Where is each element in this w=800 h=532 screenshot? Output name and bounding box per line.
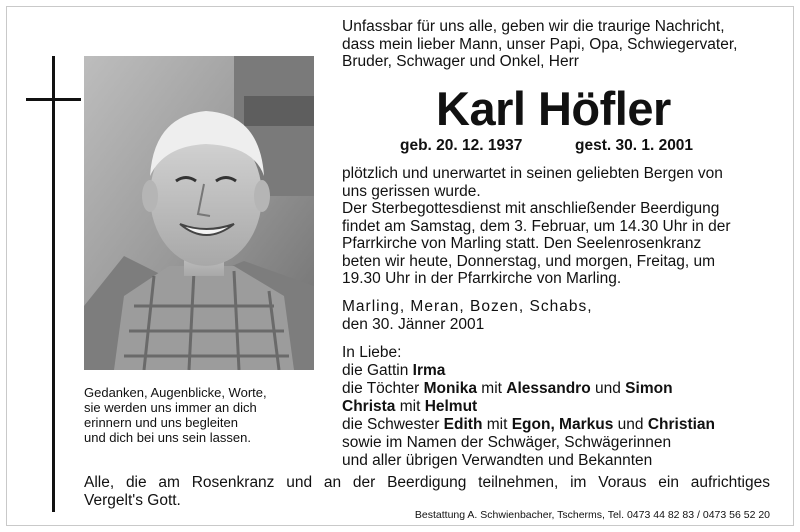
family-line-daughter2: Christa mit Helmut [342,398,478,415]
body-line: findet am Samstag, dem 3. Februar, um 14.30 Uhr in der [342,217,731,235]
family-line-inlaws: sowie im Namen der Schwäger, Schwägerinnen [342,434,672,451]
funeral-home-footer: Bestattung A. Schwienbacher, Tscherms, Tel. 0473 44 82 83 / 0473 56 52 20 [414,509,770,521]
intro-line: Unfassbar für uns alle, geben wir die traurige Nachricht, [342,18,725,35]
portrait-photo [84,56,314,370]
memorial-quote [84,385,324,445]
quote-line: Gedanken, Augenblicke, Worte, [84,385,267,400]
family-line-daughters: die Töchter Monika mit Alessandro und Simon [342,380,673,397]
closing-text [84,474,770,510]
death-date: gest. 30. 1. 2001 [575,137,694,154]
deceased-name: Karl Höfler [436,82,671,135]
notice-date: den 30. Jänner 2001 [342,316,485,333]
body-line: plötzlich und unerwartet in seinen geliebten Bergen von [342,165,723,182]
announcement-text [342,165,770,288]
intro-line: dass mein lieber Mann, unser Papi, Opa, Schwiegervater, [342,35,738,53]
intro-line: Bruder, Schwager und Onkel, Herr [342,53,579,70]
quote-line: und dich bei uns sein lassen. [84,430,251,445]
intro-text [342,18,770,71]
quote-line: sie werden uns immer an dich [84,400,257,415]
body-line: uns gerissen wurde. [342,182,481,200]
family-list [342,344,770,470]
closing-line: Alle, die am Rosenkranz und an der Beerdigung teilnehmen, im Voraus ein aufrichtiges [84,474,770,491]
cross-icon-vertical [52,56,55,512]
places: Marling, Meran, Bozen, Schabs, [342,298,593,315]
family-heading: In Liebe: [342,344,402,361]
body-line: beten wir heute, Donnerstag, und morgen, Freitag, um [342,252,716,270]
quote-line: erinnern und uns begleiten [84,415,238,430]
body-line: Der Sterbegottesdienst mit anschließender Beerdigung [342,200,720,217]
family-line-sister: die Schwester Edith mit Egon, Markus und Christian [342,416,716,433]
cross-icon-horizontal [26,98,81,101]
family-line-wife: die Gattin Irma [342,362,446,379]
body-line: Pfarrkirche von Marling statt. Den Seelenrosenkranz [342,235,702,252]
body-line: 19.30 Uhr in der Pfarrkirche von Marling. [342,270,622,287]
family-line-relatives: und aller übrigen Verwandten und Bekannten [342,452,653,469]
birth-date: geb. 20. 12. 1937 [400,137,523,154]
closing-line: Vergelt's Gott. [84,492,181,509]
